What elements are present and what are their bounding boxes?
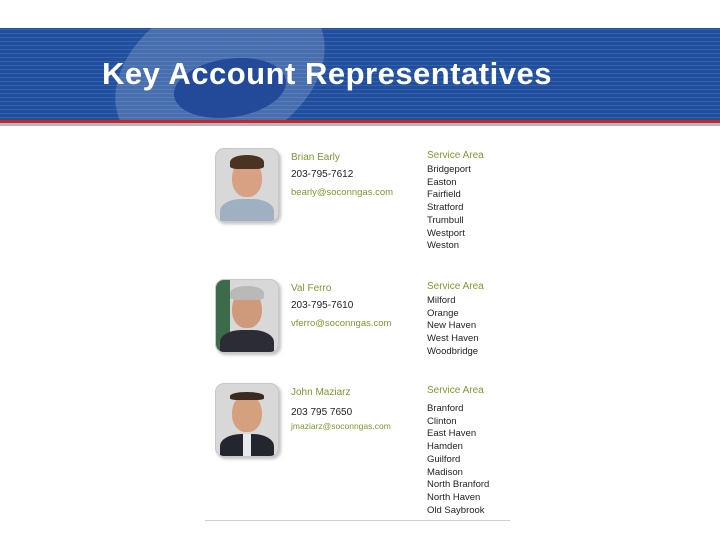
rep-phone-3: 203 795 7650 [291, 407, 353, 418]
town-item: West Haven [427, 333, 479, 345]
rep-email-2[interactable]: vferro@soconngas.com [291, 318, 392, 329]
rep-email-1[interactable]: bearly@soconngas.com [291, 187, 394, 198]
town-item: Easton [427, 176, 457, 188]
town-item: Trumbull [427, 214, 464, 226]
town-item: East Haven [427, 428, 477, 440]
rep-card-2 [205, 279, 510, 389]
town-item: Old Saybrook [427, 504, 485, 516]
service-area-heading-3: Service Area [427, 385, 484, 396]
slide-title: Key Account Representatives [102, 56, 552, 91]
service-area-list-2 [427, 295, 479, 359]
town-item: Guilford [427, 453, 461, 465]
town-item: North Branford [427, 479, 490, 491]
service-area-list-1 [427, 164, 471, 253]
rep-card-3 [205, 383, 510, 516]
rep-photo-2 [215, 279, 279, 353]
service-area-heading-2: Service Area [427, 281, 484, 292]
service-area-heading-1: Service Area [427, 150, 484, 161]
town-item: Woodbridge [427, 345, 479, 357]
town-item: Clinton [427, 415, 457, 427]
rep-phone-2: 203-795-7610 [291, 300, 354, 311]
footer-divider [205, 520, 510, 521]
town-item: Orange [427, 307, 459, 319]
town-item: Bridgeport [427, 164, 471, 175]
rep-card-1 [205, 148, 510, 258]
town-item: Madison [427, 466, 463, 478]
rep-phone-1: 203-795-7612 [291, 169, 354, 180]
town-item: Westport [427, 227, 465, 239]
header-divider-gray [0, 123, 720, 126]
rep-name-1: Brian Early [291, 152, 340, 163]
town-item: North Haven [427, 491, 481, 503]
town-item: Fairfield [427, 189, 461, 201]
service-area-list-3 [427, 403, 489, 517]
town-item: Branford [427, 403, 464, 414]
town-item: Weston [427, 240, 460, 252]
town-item: Milford [427, 295, 456, 306]
rep-name-3: John Maziarz [291, 387, 351, 398]
rep-name-2: Val Ferro [291, 283, 332, 294]
rep-photo-1 [215, 148, 279, 222]
town-item: Hamden [427, 441, 463, 453]
slide-header [0, 28, 720, 122]
rep-photo-3 [215, 383, 279, 457]
town-item: Stratford [427, 202, 464, 214]
rep-email-3[interactable]: jmaziarz@soconngas.com [291, 421, 391, 431]
town-item: New Haven [427, 320, 477, 332]
